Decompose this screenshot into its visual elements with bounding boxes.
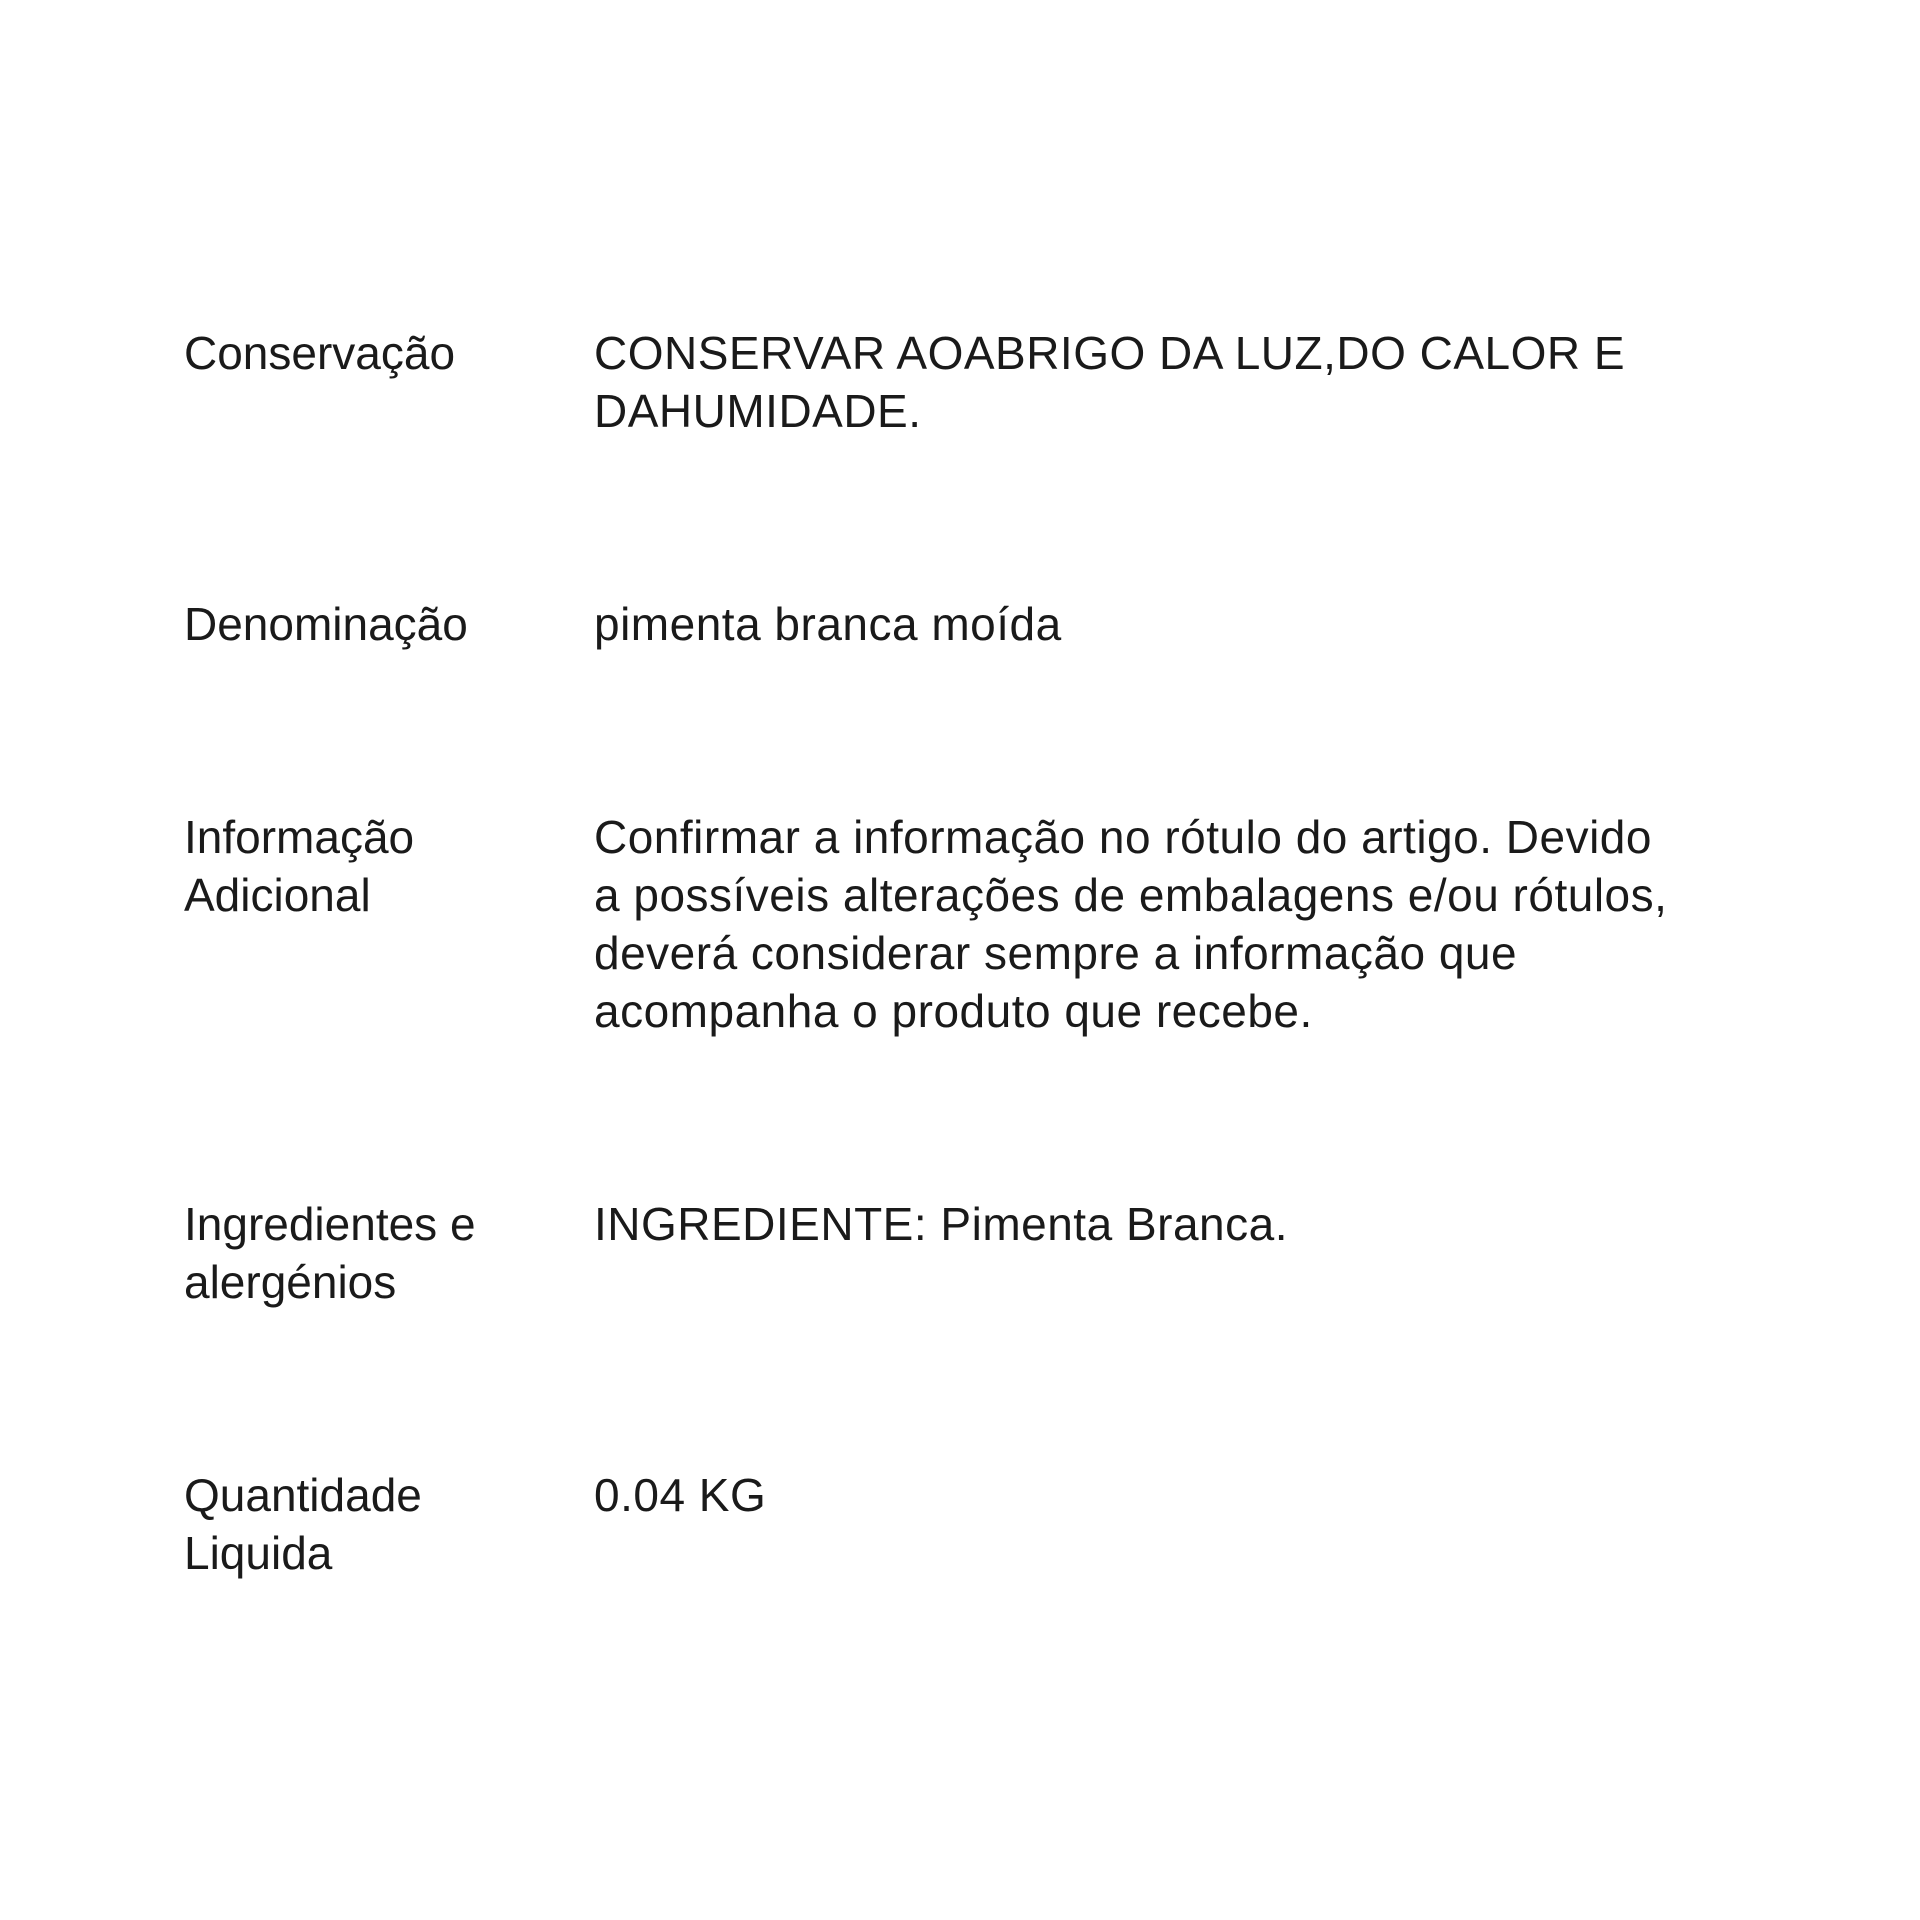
- value-line: pimenta branca moída: [594, 598, 1062, 650]
- info-row-denominacao: [184, 595, 1764, 653]
- label-line: Informação: [184, 811, 415, 863]
- info-label-informacao-adicional: [184, 808, 594, 924]
- value-line: acompanha o produto que recebe.: [594, 985, 1313, 1037]
- value-line: 0.04 KG: [594, 1469, 767, 1521]
- label-line: Denominação: [184, 598, 468, 650]
- label-line: Adicional: [184, 869, 371, 921]
- value-line: a possíveis alterações de embalagens e/ou rótulos,: [594, 869, 1668, 921]
- info-label-quantidade-liquida: [184, 1466, 594, 1582]
- product-info-table: [184, 324, 1764, 1582]
- label-line: Quantidade: [184, 1469, 422, 1521]
- value-line: Confirmar a informação no rótulo do artigo. Devido: [594, 811, 1652, 863]
- info-value-denominacao: [594, 595, 1764, 653]
- value-line: DAHUMIDADE.: [594, 385, 922, 437]
- info-label-conservacao: [184, 324, 594, 382]
- info-row-conservacao: [184, 324, 1764, 440]
- value-line: deverá considerar sempre a informação que: [594, 927, 1518, 979]
- info-row-quantidade-liquida: [184, 1466, 1764, 1582]
- info-row-ingredientes: [184, 1195, 1764, 1311]
- info-row-informacao-adicional: [184, 808, 1764, 1040]
- info-value-informacao-adicional: [594, 808, 1764, 1040]
- info-label-denominacao: [184, 595, 594, 653]
- info-label-ingredientes: [184, 1195, 594, 1311]
- info-value-quantidade-liquida: [594, 1466, 1764, 1524]
- label-line: Liquida: [184, 1527, 333, 1579]
- value-line: INGREDIENTE: Pimenta Branca.: [594, 1198, 1288, 1250]
- label-line: Conservação: [184, 327, 456, 379]
- info-value-ingredientes: [594, 1195, 1764, 1253]
- label-line: Ingredientes e: [184, 1198, 476, 1250]
- label-line: alergénios: [184, 1256, 397, 1308]
- value-line: CONSERVAR AOABRIGO DA LUZ,DO CALOR E: [594, 327, 1626, 379]
- info-value-conservacao: [594, 324, 1764, 440]
